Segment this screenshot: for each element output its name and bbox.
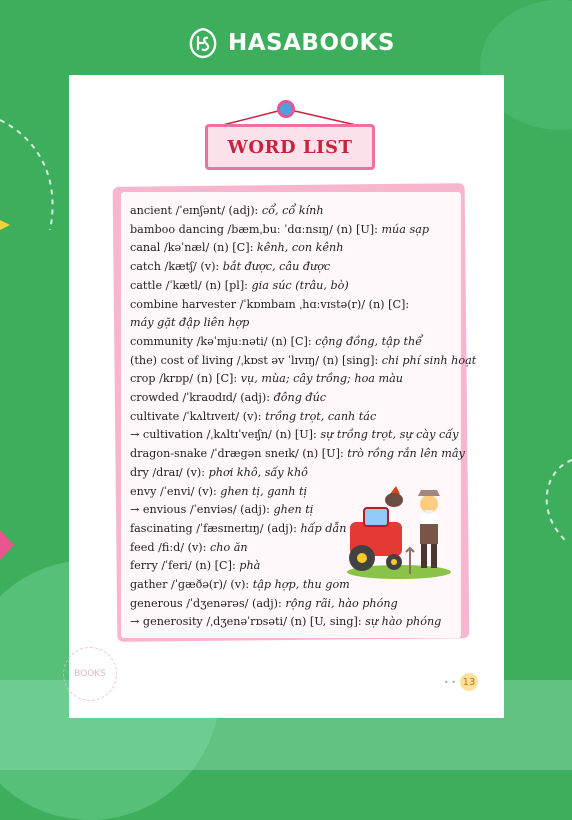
word-entry-term: dry /draɪ/ (v):: [130, 465, 209, 479]
word-entry-term: gather /ˈɡæðə(r)/ (v):: [130, 578, 253, 592]
word-entry: [130, 333, 460, 352]
word-entry: [130, 595, 460, 614]
word-entry-term: crop /krɒp/ (n) [C]:: [130, 372, 241, 386]
word-entry-term: ferry /ˈferi/ (n) [C]:: [130, 559, 240, 573]
page-footer: [444, 673, 478, 691]
word-entry-meaning: sự hào phóng: [365, 615, 442, 629]
word-entry: [130, 202, 460, 221]
word-entry-meaning: rộng rãi, hào phóng: [285, 596, 398, 610]
word-entry-meaning: máy gặt đập liên hợp: [130, 316, 250, 330]
word-entry: [130, 221, 460, 240]
word-entry-meaning: phơi khô, sấy khô: [208, 465, 308, 479]
word-entry: [130, 613, 460, 632]
word-entry: [130, 426, 460, 445]
word-entry-term: feed /fiːd/ (v):: [130, 540, 210, 554]
word-entry-term: canal /kəˈnæl/ (n) [C]:: [130, 241, 257, 255]
pin-icon: [277, 100, 295, 118]
word-entry-meaning: cổ, cổ kính: [261, 204, 324, 217]
word-entry-meaning: sự trồng trọt, sự cày cấy: [320, 428, 459, 442]
word-entry-meaning: kênh, con kênh: [256, 241, 344, 255]
word-entry: [130, 258, 460, 277]
word-entry-meaning: đông đúc: [273, 391, 327, 405]
word-entry-meaning: vụ, mùa; cây trồng; hoa màu: [240, 372, 404, 386]
word-entry-term: dragon-snake /ˈdræɡən sneɪk/ (n) [U]:: [130, 447, 348, 461]
word-entry-term: (the) cost of living /ˌkɒst əv ˈlɪvɪŋ/ (n) [sing]:: [130, 353, 382, 367]
word-entry-term: crowded /ˈkraʊdɪd/ (adj):: [130, 391, 274, 405]
word-entry-meaning: múa sạp: [381, 222, 430, 236]
book-page: [69, 75, 504, 718]
word-entry-term: cultivate /ˈkʌltɪveɪt/ (v):: [130, 409, 266, 423]
word-entry: [130, 277, 460, 296]
word-entry: [130, 408, 460, 427]
word-entry-meaning: trồng trọt, canh tác: [265, 409, 377, 423]
word-entry-meaning: bắt được, câu được: [222, 260, 331, 274]
page-title: WORD LIST: [227, 136, 353, 158]
page-dots: • •: [444, 677, 456, 687]
word-entry-meaning: cộng đồng, tập thể: [315, 334, 423, 348]
word-entry-meaning: trò rồng rắn lên mây: [347, 447, 465, 461]
word-list-banner: [205, 100, 375, 180]
word-entry-meaning: cho ăn: [209, 540, 248, 554]
word-entry-meaning: gia súc (trâu, bò): [251, 278, 349, 292]
brand-name: HASABOOKS: [228, 30, 395, 56]
word-entry-term: community /kəˈmjuːnəti/ (n) [C]:: [130, 334, 316, 348]
word-entry-meaning: phà: [239, 559, 261, 573]
word-entry-meaning: tập hợp, thu gom: [252, 578, 350, 592]
word-entry-term: fascinating /ˈfæsɪneɪtɪŋ/ (adj):: [130, 521, 301, 535]
page-number: 13: [460, 673, 478, 691]
word-entry: [130, 352, 477, 371]
word-entry-meaning: chi phí sinh hoạt: [381, 353, 477, 367]
word-entry-term: ancient /ˈeɪnʃənt/ (adj):: [130, 204, 262, 217]
dashed-curve-decoration: [0, 100, 70, 240]
word-entry-term: generous /ˈdʒenərəs/ (adj):: [130, 596, 286, 610]
word-entry: [130, 296, 420, 333]
word-entry-term: bamboo dancing /bæmˌbuː ˈdɑːnsɪŋ/ (n) [U]:: [130, 222, 382, 236]
word-entry: [130, 445, 465, 464]
banner-board: [205, 124, 375, 170]
farmer-tractor-illustration: [344, 480, 454, 580]
word-entry-meaning: ghen tị, ganh tị: [220, 484, 308, 498]
brand-header: [186, 24, 395, 62]
word-entry-term: → generosity /ˌdʒenəˈrɒsəti/ (n) [U, sing]:: [130, 615, 366, 629]
word-entry-meaning: ghen tị: [273, 503, 314, 517]
word-entry: [130, 389, 460, 408]
word-entry: [130, 239, 460, 258]
word-entry-meaning: hấp dẫn: [300, 521, 347, 535]
word-entry-term: envy /ˈenvi/ (v):: [130, 484, 221, 498]
word-entry-term: cattle /ˈkætl/ (n) [pl]:: [130, 278, 252, 292]
word-entry: [130, 370, 460, 389]
watermark-logo: BOOKS: [63, 647, 117, 701]
word-entry-term: combine harvester /ˈkɒmbaɪn ˌhɑːvɪstə(r)/ (n) [C]:: [130, 297, 410, 311]
hs-leaf-logo-icon: [186, 26, 220, 60]
dashed-curve-decoration: [505, 450, 572, 570]
triangle-decoration: [0, 520, 20, 570]
word-entry-term: → cultivation /ˌkʌltɪˈveɪʃn/ (n) [U]:: [130, 428, 321, 442]
word-entry-term: catch /kætʃ/ (v):: [130, 260, 223, 274]
word-entry-term: → envious /ˈenviəs/ (adj):: [130, 503, 274, 517]
